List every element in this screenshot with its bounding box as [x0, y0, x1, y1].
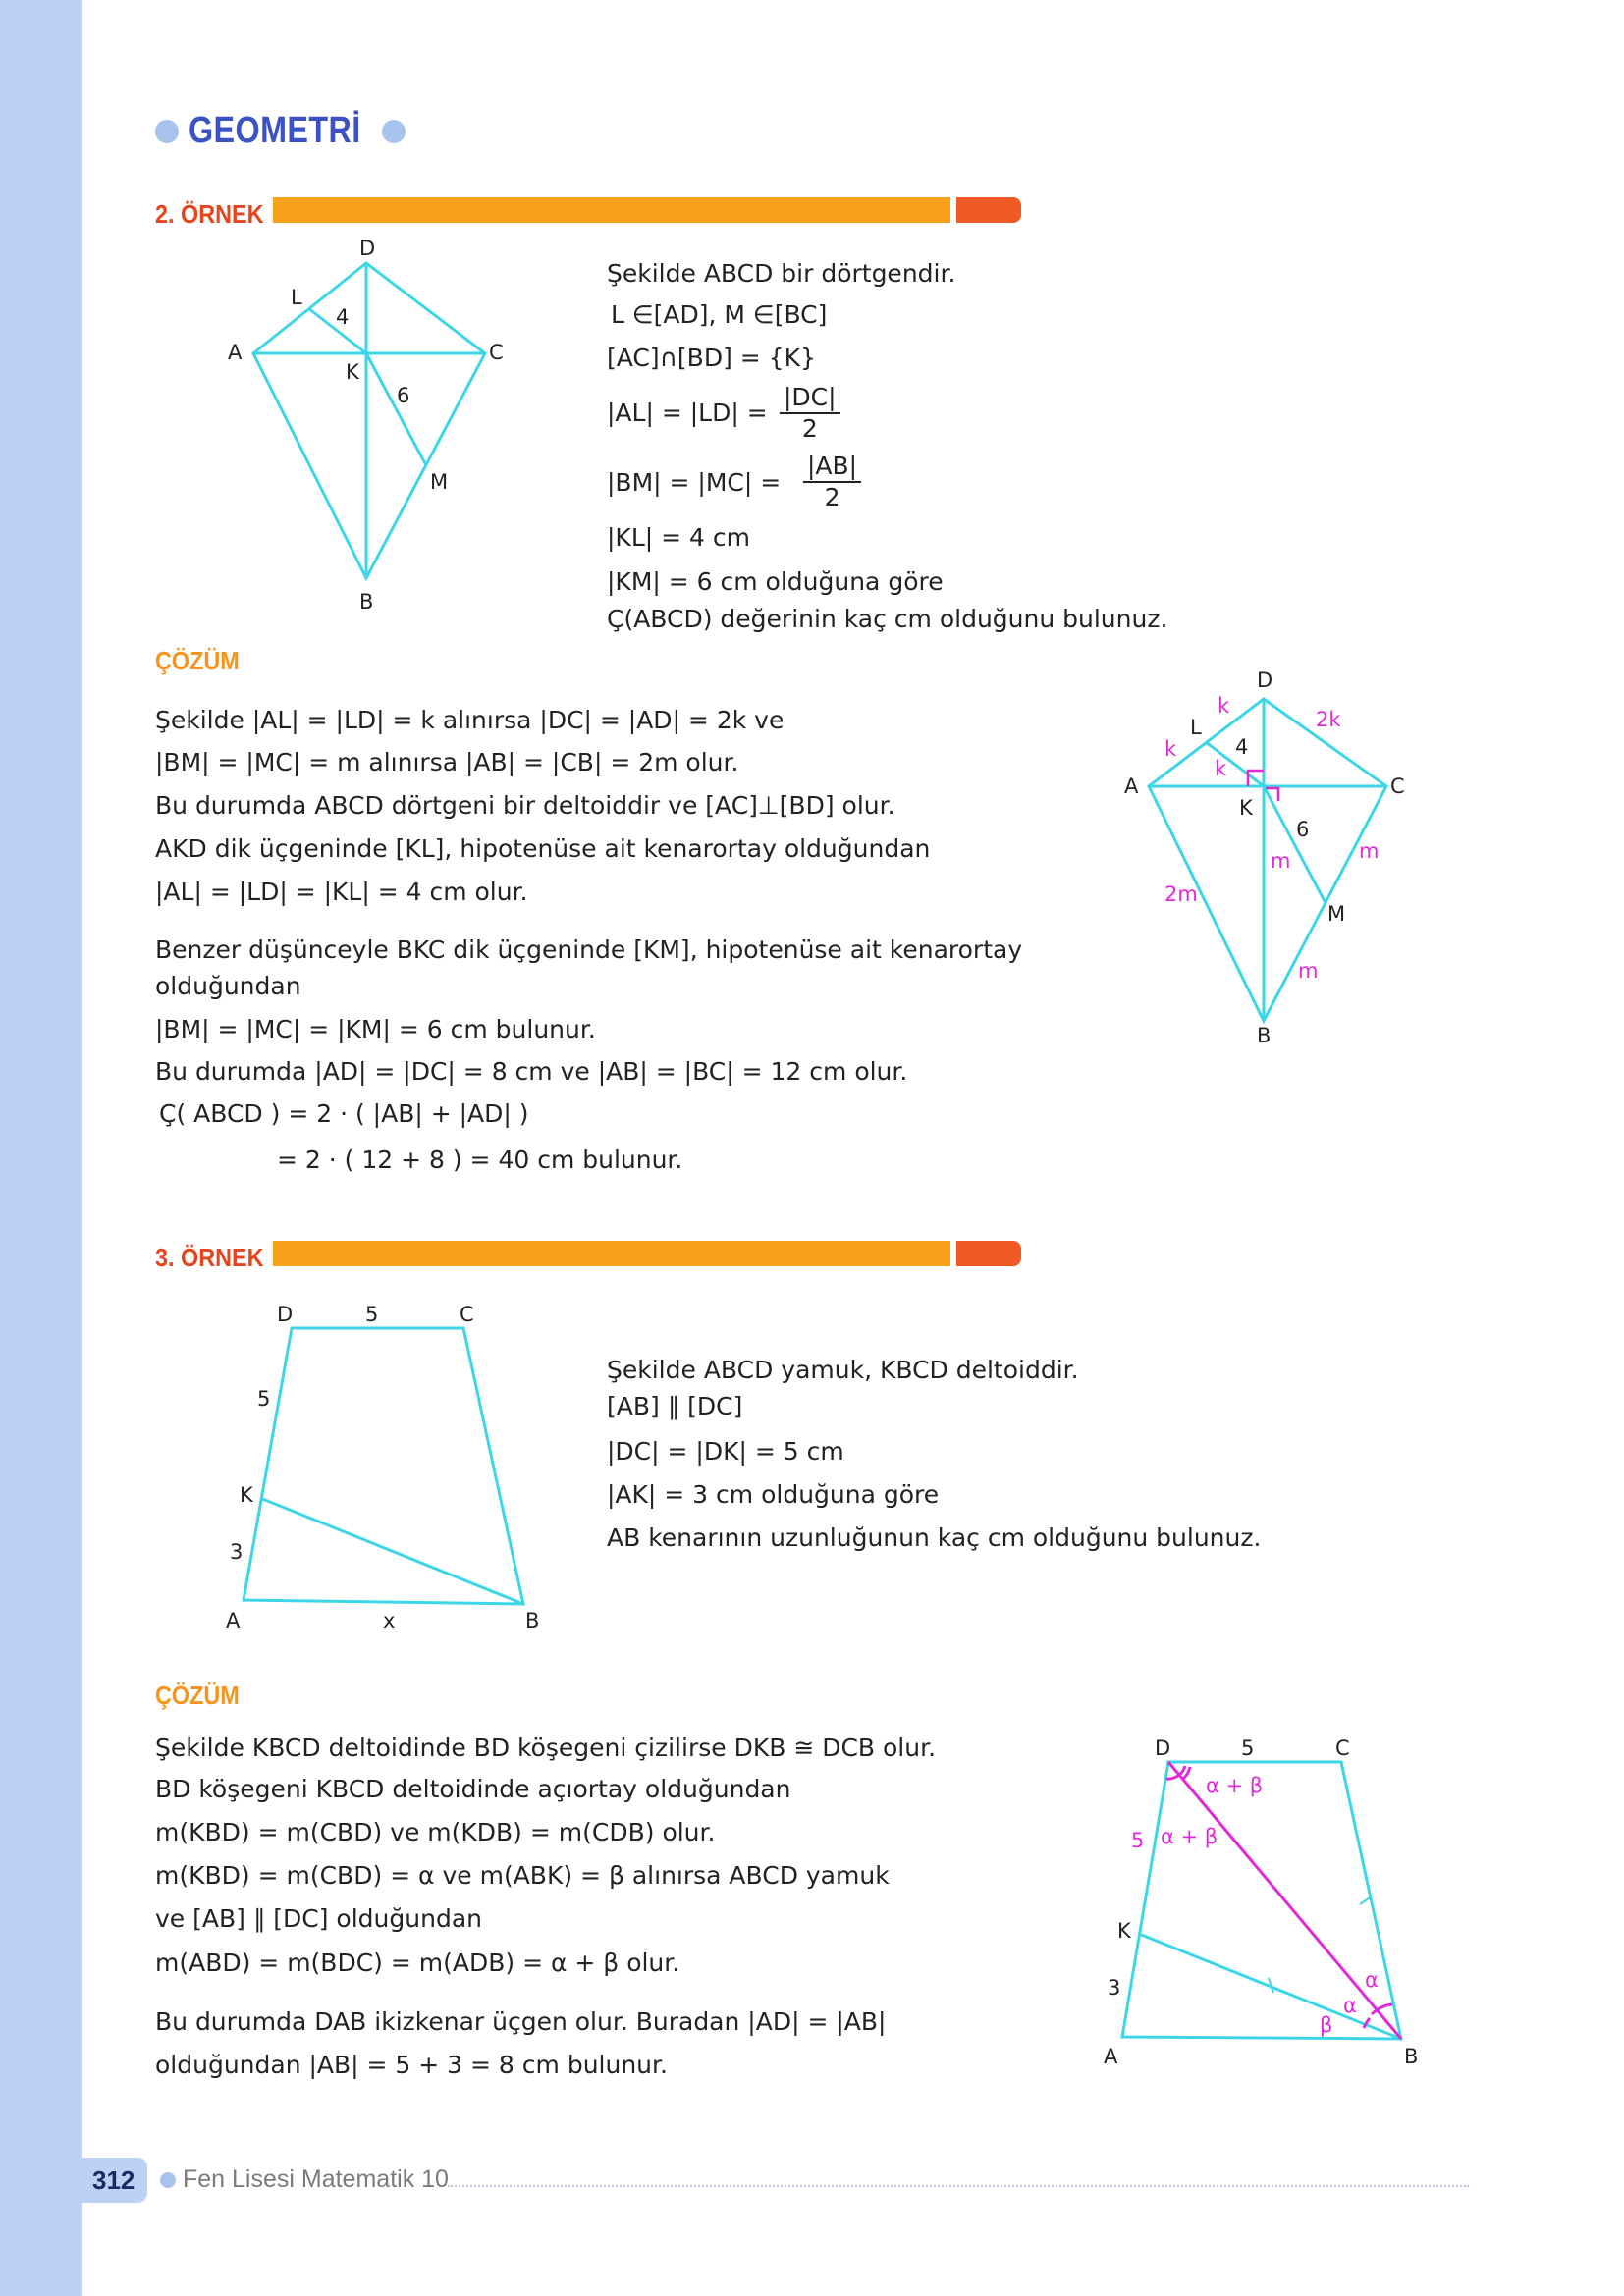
segment-kb [1139, 1934, 1401, 2039]
label-m-cm: m [1359, 839, 1380, 863]
trapezoid-abcd [244, 1328, 523, 1604]
label-3: 3 [1108, 1976, 1121, 2000]
ex2-sol-7: olduğundan [155, 972, 301, 1000]
label-alpha-beta-d: α + β [1206, 1774, 1264, 1797]
ex2-sol-11: = 2 · ( 12 + 8 ) = 40 cm bulunur. [277, 1146, 683, 1174]
label-k-kl: k [1215, 757, 1227, 780]
ex3-given-5: AB kenarının uzunluğunun kaç cm olduğunu bulunuz. [607, 1523, 1262, 1552]
label-k: K [1239, 796, 1253, 820]
ex3-given-3: |DC| = |DK| = 5 cm [607, 1437, 844, 1466]
label-d: D [277, 1303, 294, 1326]
label-4: 4 [336, 305, 350, 329]
ex2-solution-figure [1119, 664, 1414, 1066]
fraction-denominator: 2 [824, 483, 840, 511]
book-title: Fen Lisesi Matematik 10 [183, 2165, 449, 2193]
ex2-sol-6: Benzer düşünceyle BKC dik üçgeninde [KM], hipotenüse ait kenarortay [155, 935, 1023, 964]
label-m-bm: m [1298, 959, 1319, 983]
ex2-given-1: Şekilde ABCD bir dörtgendir. [607, 259, 956, 288]
segment-km [366, 353, 426, 465]
ex2-given-8: Ç(ABCD) değerinin kaç cm olduğunu bulunuz. [607, 605, 1168, 633]
ex3-sol-5: ve [AB] ∥ [DC] olduğundan [155, 1904, 482, 1933]
label-b: B [525, 1609, 540, 1632]
ex2-sol-10: Ç( ABCD ) = 2 · ( |AB| + |AD| ) [159, 1099, 529, 1128]
ex3-given-1: Şekilde ABCD yamuk, KBCD deltoiddir. [607, 1356, 1079, 1384]
example-2-label: 2. ÖRNEK [155, 199, 264, 229]
label-alpha-lower: α [1343, 1994, 1357, 2017]
label-b: B [1257, 1024, 1272, 1047]
page-number: 312 [92, 2165, 135, 2195]
segment-km [1264, 786, 1326, 903]
label-l: L [1190, 716, 1202, 739]
label-c: C [1335, 1737, 1350, 1760]
label-m: M [430, 470, 449, 494]
ex3-sol-7: Bu durumda DAB ikizkenar üçgen olur. Buradan |AD| = |AB| [155, 2007, 887, 2036]
fraction-numerator: |DC| [780, 383, 840, 414]
label-c: C [1390, 774, 1405, 798]
example-3-bar [273, 1241, 950, 1266]
label-alpha-beta-left: α + β [1161, 1825, 1218, 1848]
ex2-fraction-ab [803, 452, 861, 512]
label-b: B [359, 590, 374, 614]
ex3-given-2: [AB] ∥ [DC] [607, 1392, 743, 1420]
label-5-left: 5 [257, 1387, 271, 1411]
label-6: 6 [1296, 818, 1310, 841]
label-a: A [228, 341, 243, 364]
ex3-sol-8: olduğundan |AB| = 5 + 3 = 8 cm bulunur. [155, 2051, 668, 2079]
trapezoid-abcd [1122, 1762, 1401, 2039]
label-x: x [383, 1609, 396, 1632]
ex2-sol-1: Şekilde |AL| = |LD| = k alınırsa |DC| = |AD| = 2k ve [155, 706, 785, 734]
ex2-sol-2: |BM| = |MC| = m alınırsa |AB| = |CB| = 2m olur. [155, 748, 739, 776]
example-3-figure [216, 1296, 560, 1634]
ex3-solution-label: ÇÖZÜM [155, 1681, 240, 1710]
label-6: 6 [397, 384, 410, 407]
label-5-left: 5 [1131, 1829, 1145, 1852]
example-2-bar [273, 197, 950, 223]
example-3-label: 3. ÖRNEK [155, 1243, 264, 1272]
label-m: M [1327, 902, 1346, 926]
left-margin-band [0, 0, 82, 2296]
label-alpha-upper: α [1365, 1968, 1379, 1992]
label-3: 3 [230, 1540, 244, 1564]
segment-kb [260, 1498, 523, 1604]
header-dot-left [155, 120, 179, 143]
label-d: D [359, 237, 376, 260]
label-k: K [240, 1483, 253, 1507]
ex2-sol-8: |BM| = |MC| = |KM| = 6 cm bulunur. [155, 1015, 596, 1043]
label-k: K [1117, 1919, 1131, 1943]
ex2-sol-4: AKD dik üçgeninde [KL], hipotenüse ait kenarortay olduğundan [155, 834, 931, 863]
label-5-top: 5 [1241, 1737, 1255, 1760]
section-header [155, 110, 406, 152]
ex3-sol-4: m(KBD) = m(CBD) = α ve m(ABK) = β alınırsa ABCD yamuk [155, 1861, 890, 1890]
label-l: L [291, 286, 302, 309]
label-d: D [1257, 668, 1273, 692]
example-2-figure [216, 226, 530, 628]
label-m-km: m [1271, 849, 1291, 873]
footer-dot [160, 2172, 176, 2188]
label-k: K [346, 360, 359, 384]
quadrilateral-abcd [1149, 699, 1386, 1021]
label-c: C [489, 341, 504, 364]
label-a: A [1104, 2045, 1118, 2068]
ex3-sol-6: m(ABD) = m(BDC) = m(ADB) = α + β olur. [155, 1949, 680, 1977]
label-d: D [1155, 1737, 1171, 1760]
fraction-denominator: 2 [801, 414, 818, 443]
label-beta: β [1320, 2013, 1333, 2037]
label-k-top: k [1218, 694, 1230, 718]
quadrilateral-abcd [253, 263, 485, 578]
example-2-bar-end [956, 197, 1021, 223]
label-a: A [1124, 774, 1139, 798]
footer-dotted-line [448, 2185, 1469, 2187]
label-4: 4 [1235, 735, 1249, 759]
example-3-bar-end [956, 1241, 1021, 1266]
ex3-given-4: |AK| = 3 cm olduğuna göre [607, 1480, 940, 1509]
ex3-sol-2: BD köşegeni KBCD deltoidinde açıortay olduğundan [155, 1775, 791, 1803]
ex2-given-2: L ∈[AD], M ∈[BC] [611, 300, 828, 329]
label-2k: 2k [1316, 708, 1341, 731]
ex2-sol-9: Bu durumda |AD| = |DC| = 8 cm ve |AB| = |BC| = 12 cm olur. [155, 1057, 908, 1086]
fraction-numerator: |AB| [803, 452, 861, 483]
ex2-fraction-dc [780, 383, 840, 444]
label-c: C [460, 1303, 474, 1326]
ex2-sol-5: |AL| = |LD| = |KL| = 4 cm olur. [155, 878, 528, 906]
ex2-sol-3: Bu durumda ABCD dörtgeni bir deltoiddir ve [AC]⊥[BD] olur. [155, 791, 895, 820]
ex2-given-7: |KM| = 6 cm olduğuna göre [607, 567, 944, 596]
ex2-given-6: |KL| = 4 cm [607, 523, 750, 552]
header-dot-right [382, 120, 406, 143]
ex2-solution-label: ÇÖZÜM [155, 646, 240, 675]
label-b: B [1404, 2045, 1419, 2068]
ex2-given-4: |AL| = |LD| = [607, 399, 768, 427]
label-5-top: 5 [365, 1303, 379, 1326]
ex3-sol-3: m(KBD) = m(CBD) ve m(KDB) = m(CDB) olur. [155, 1818, 716, 1846]
label-2m: 2m [1164, 882, 1198, 906]
page-title: GEOMETRİ [189, 110, 361, 151]
ex3-solution-figure [1100, 1737, 1424, 2071]
ex3-sol-1: Şekilde KBCD deltoidinde BD köşegeni çizilirse DKB ≅ DCB olur. [155, 1734, 937, 1762]
label-a: A [226, 1609, 241, 1632]
ex2-given-5: |BM| = |MC| = [607, 468, 782, 497]
label-k-left: k [1164, 737, 1177, 761]
ex2-given-3: [AC]∩[BD] = {K} [607, 344, 816, 372]
